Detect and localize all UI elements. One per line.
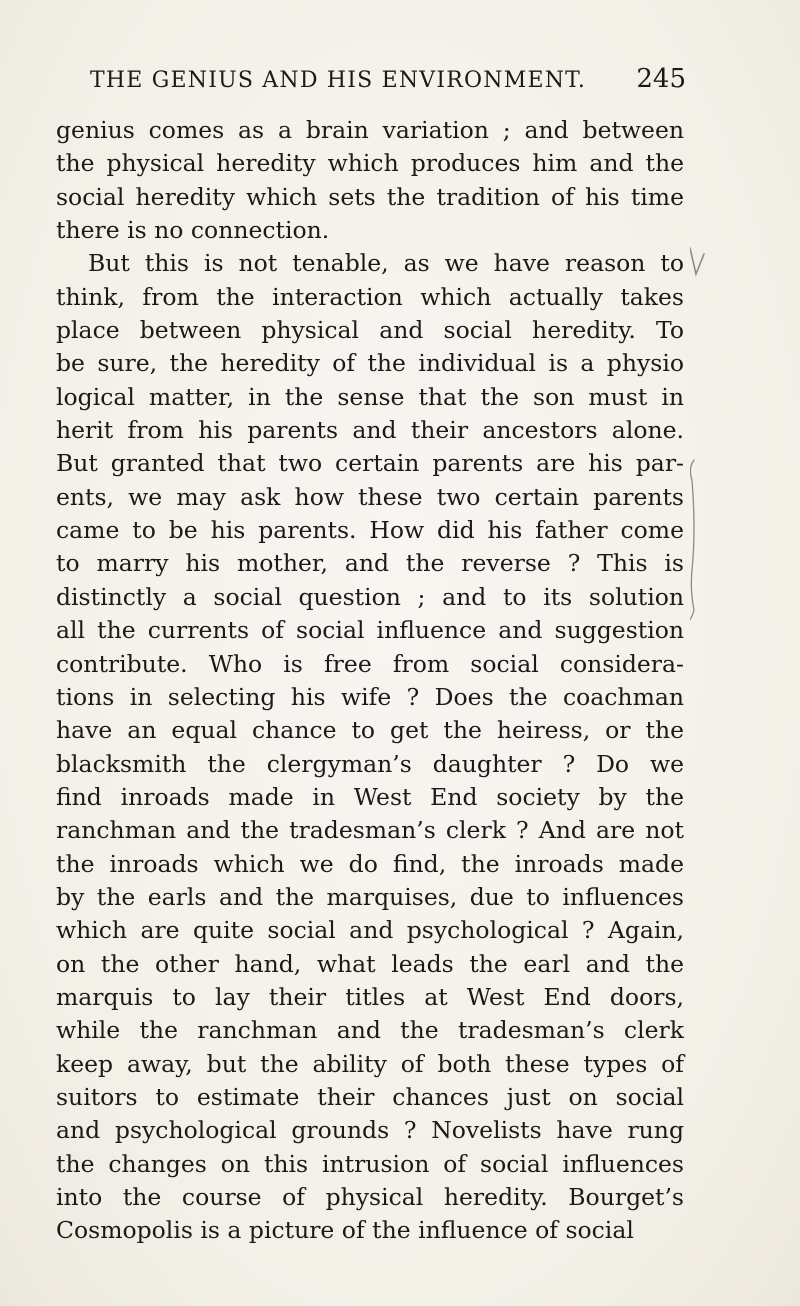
text-line: the inroads which we do find, the inroads made: [56, 849, 684, 878]
text-line: all the currents of social influence and suggestion: [56, 616, 684, 645]
text-line: genius comes as a brain variation ; and between: [56, 116, 684, 144]
text-line: blacksmith the clergyman’s daughter ? Do we: [56, 749, 684, 778]
text-line: which are quite social and psychological ? Again,: [56, 916, 684, 945]
running-title: THE GENIUS AND HIS ENVIRONMENT.: [90, 68, 587, 93]
text-line: and psychological grounds ? Novelists have rung: [56, 1116, 684, 1145]
text-line: herit from his parents and their ancestors alone.: [56, 416, 684, 445]
text-line: ranchman and the tradesman’s clerk ? And are not: [56, 816, 684, 845]
body-text: [56, 114, 684, 1248]
running-head: [90, 64, 686, 100]
text-line: think, from the interaction which actually takes: [56, 282, 684, 311]
text-line: the physical heredity which produces him and the: [56, 149, 684, 178]
text-line: keep away, but the ability of both these types of: [56, 1049, 684, 1078]
page-number: 245: [636, 64, 686, 94]
text-line: But this is not tenable, as we have reason to: [88, 249, 684, 278]
text-line: social heredity which sets the tradition of his time: [56, 182, 684, 211]
text-line: be sure, the heredity of the individual is a physio: [56, 349, 684, 378]
text-line: ents, we may ask how these two certain parents: [56, 482, 684, 511]
margin-bracket-icon: [690, 460, 694, 622]
text-line: find inroads made in West End society by the: [56, 782, 684, 811]
pencil-marginalia: [690, 170, 730, 630]
text-line: Cosmopolis is a picture of the influence of social: [56, 1216, 634, 1245]
text-line: contribute. Who is free from social considera-: [56, 649, 684, 678]
text-line: into the course of physical heredity. Bourget’s: [56, 1183, 684, 1211]
text-line: place between physical and social heredity. To: [56, 316, 684, 345]
text-line: the changes on this intrusion of social influences: [56, 1149, 684, 1178]
text-line: to marry his mother, and the reverse ? This is: [56, 549, 684, 578]
text-line: there is no connection.: [56, 216, 330, 245]
text-line: on the other hand, what leads the earl and the: [56, 949, 684, 978]
text-line: marquis to lay their titles at West End doors,: [56, 982, 684, 1011]
text-line: distinctly a social question ; and to its solution: [56, 582, 684, 611]
text-line: logical matter, in the sense that the son must in: [56, 382, 684, 411]
text-line: tions in selecting his wife ? Does the coachman: [56, 682, 684, 711]
text-line: But granted that two certain parents are his par-: [56, 449, 684, 478]
text-line: suitors to estimate their chances just on social: [56, 1082, 684, 1111]
text-line: while the ranchman and the tradesman’s clerk: [56, 1016, 684, 1045]
text-line: came to be his parents. How did his father come: [56, 516, 684, 545]
text-line: have an equal chance to get the heiress, or the: [56, 716, 684, 745]
text-line: by the earls and the marquises, due to influences: [56, 882, 684, 911]
check-mark-icon: [690, 248, 704, 274]
